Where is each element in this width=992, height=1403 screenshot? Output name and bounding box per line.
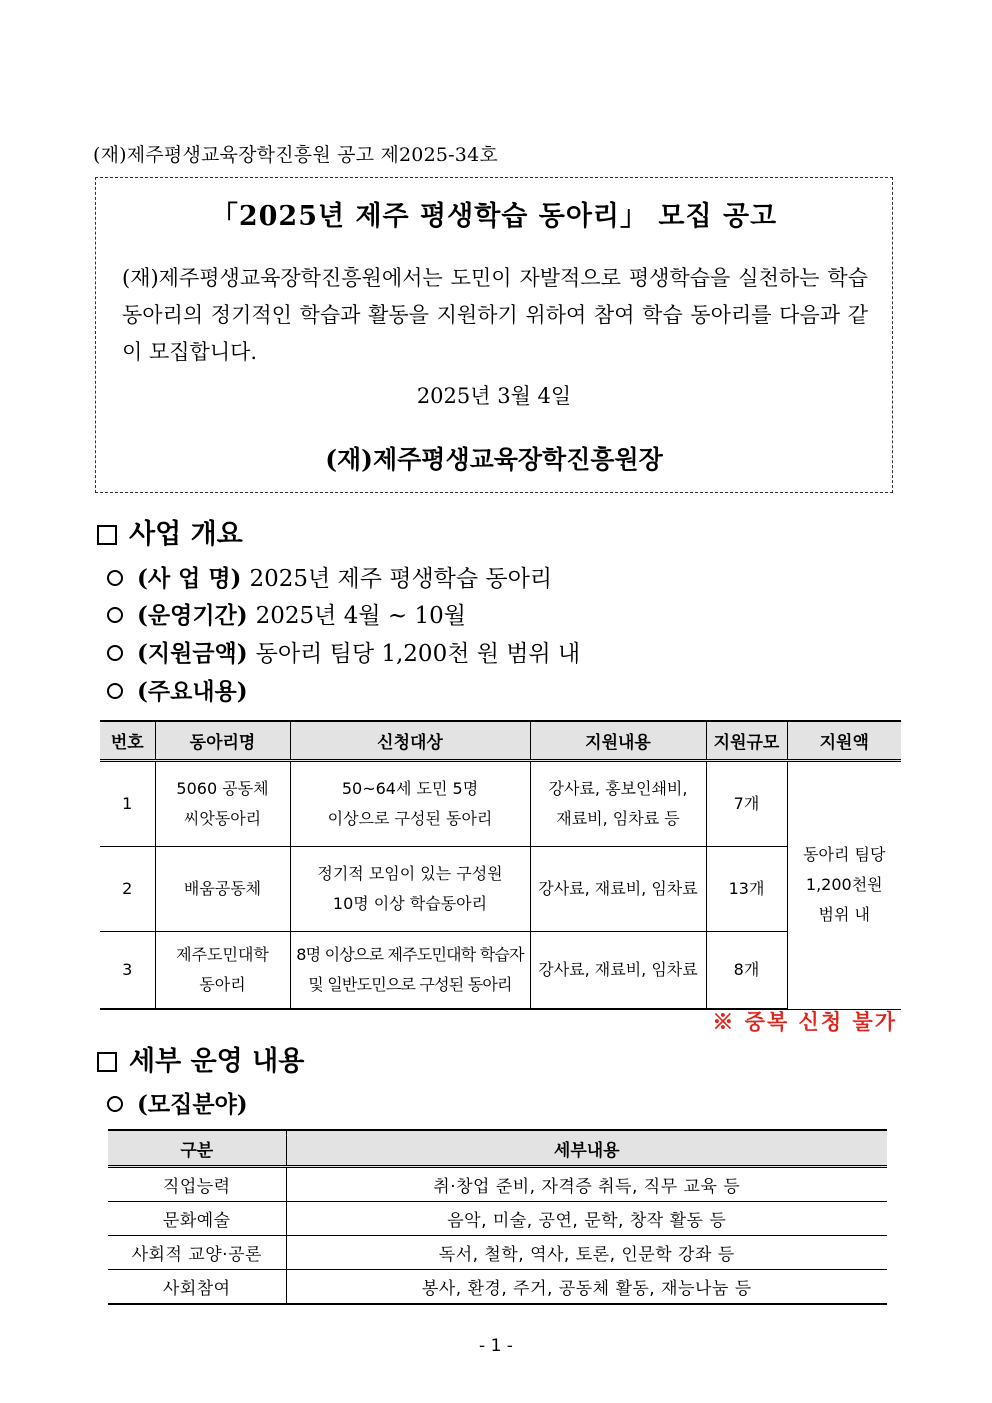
header-no: 번호 (100, 721, 155, 761)
checkbox-square-icon (97, 525, 117, 545)
recruit-field-table (108, 1129, 887, 1305)
overview-item-name (107, 560, 552, 593)
circle-bullet-icon (107, 683, 123, 699)
cell-detail: 음악, 미술, 공연, 문학, 창작 활동 등 (286, 1202, 887, 1236)
section-heading-details (97, 1039, 304, 1078)
item-label: (주요내용) (137, 678, 248, 705)
page-number: - 1 - (479, 1336, 513, 1356)
announcement-signer: (재)제주평생교육장학진흥원장 (325, 445, 663, 474)
cell-no: 3 (100, 932, 155, 1010)
header-amount: 지원액 (787, 721, 901, 761)
cell-detail: 취·창업 준비, 자격증 취득, 직무 교육 등 (286, 1167, 887, 1202)
cell-detail: 독서, 철학, 역사, 토론, 인문학 강좌 등 (286, 1236, 887, 1270)
announcement-date: 2025년 3월 4일 (416, 384, 572, 408)
cell-scale: 13개 (706, 847, 787, 932)
cell-support: 강사료, 재료비, 임차료 (530, 847, 706, 932)
table-row (108, 1236, 887, 1270)
overview-item-period (107, 597, 466, 630)
table-header-row (108, 1130, 887, 1167)
table-row (108, 1202, 887, 1236)
cell-club-name: 제주도민대학 동아리 (155, 932, 290, 1010)
header-support: 지원내용 (530, 721, 706, 761)
cell-category: 사회적 교양·공론 (108, 1236, 286, 1270)
cell-detail: 봉사, 환경, 주거, 공동체 활동, 재능나눔 등 (286, 1270, 887, 1305)
cell-target: 50~64세 도민 5명 이상으로 구성된 동아리 (290, 761, 530, 847)
cell-amount: 동아리 팀당 1,200천원 범위 내 (787, 761, 901, 1010)
cell-target: 8명 이상으로 제주도민대학 학습자 및 일반도민으로 구성된 동아리 (290, 932, 530, 1010)
section-heading-text: 사업 개요 (129, 519, 243, 550)
circle-bullet-icon (107, 1096, 123, 1112)
overview-item-content (107, 673, 256, 706)
overview-item-amount (107, 635, 580, 668)
header-target: 신청대상 (290, 721, 530, 761)
item-value: 2025년 제주 평생학습 동아리 (249, 566, 553, 592)
header-detail: 세부내용 (286, 1130, 887, 1167)
table-row (100, 932, 901, 1010)
details-item-fields (107, 1086, 256, 1119)
table-row (100, 761, 901, 847)
table-header-row (100, 721, 901, 761)
cell-support: 강사료, 재료비, 임차료 (530, 932, 706, 1010)
item-label: (모집분야) (137, 1091, 248, 1118)
cell-no: 1 (100, 761, 155, 847)
cell-support: 강사료, 홍보인쇄비, 재료비, 임차료 등 (530, 761, 706, 847)
cell-target: 정기적 모임이 있는 구성원 10명 이상 학습동아리 (290, 847, 530, 932)
cell-scale: 7개 (706, 761, 787, 847)
section-heading-overview (97, 512, 243, 551)
cell-category: 사회참여 (108, 1270, 286, 1305)
announcement-box (95, 177, 893, 493)
table-row (108, 1270, 887, 1305)
cell-no: 2 (100, 847, 155, 932)
section-heading-text: 세부 운영 내용 (129, 1046, 305, 1077)
circle-bullet-icon (107, 570, 123, 586)
header-scale: 지원규모 (706, 721, 787, 761)
circle-bullet-icon (107, 645, 123, 661)
item-value: 동아리 팀당 1,200천 원 범위 내 (255, 641, 581, 667)
announcement-body: (재)제주평생교육장학진흥원에서는 도민이 자발적으로 평생학습을 실천하는 학습동아리의 정기적인 학습과 활동을 지원하기 위하여 참여 학습 동아리를 다음과 같이 모집합니다. (122, 266, 868, 364)
club-content-table (100, 720, 901, 1010)
cell-scale: 8개 (706, 932, 787, 1010)
table-row (108, 1167, 887, 1202)
cell-category: 문화예술 (108, 1202, 286, 1236)
header-category: 구분 (108, 1130, 286, 1167)
header-club-name: 동아리명 (155, 721, 290, 761)
notice-number: (재)제주평생교육장학진흥원 공고 제2025-34호 (93, 144, 498, 166)
cell-club-name: 5060 공동체 씨앗동아리 (155, 761, 290, 847)
item-label: (사 업 명) (137, 565, 242, 592)
table-row (100, 847, 901, 932)
duplicate-note: ※ 중복 신청 불가 (712, 1009, 897, 1034)
item-label: (운영기간) (137, 602, 248, 629)
cell-club-name: 배움공동체 (155, 847, 290, 932)
item-label: (지원금액) (137, 640, 248, 667)
item-value: 2025년 4월 ~ 10월 (255, 603, 466, 629)
announcement-title: 「2025년 제주 평생학습 동아리」 모집 공고 (210, 201, 778, 232)
checkbox-square-icon (97, 1052, 117, 1072)
circle-bullet-icon (107, 607, 123, 623)
cell-category: 직업능력 (108, 1167, 286, 1202)
